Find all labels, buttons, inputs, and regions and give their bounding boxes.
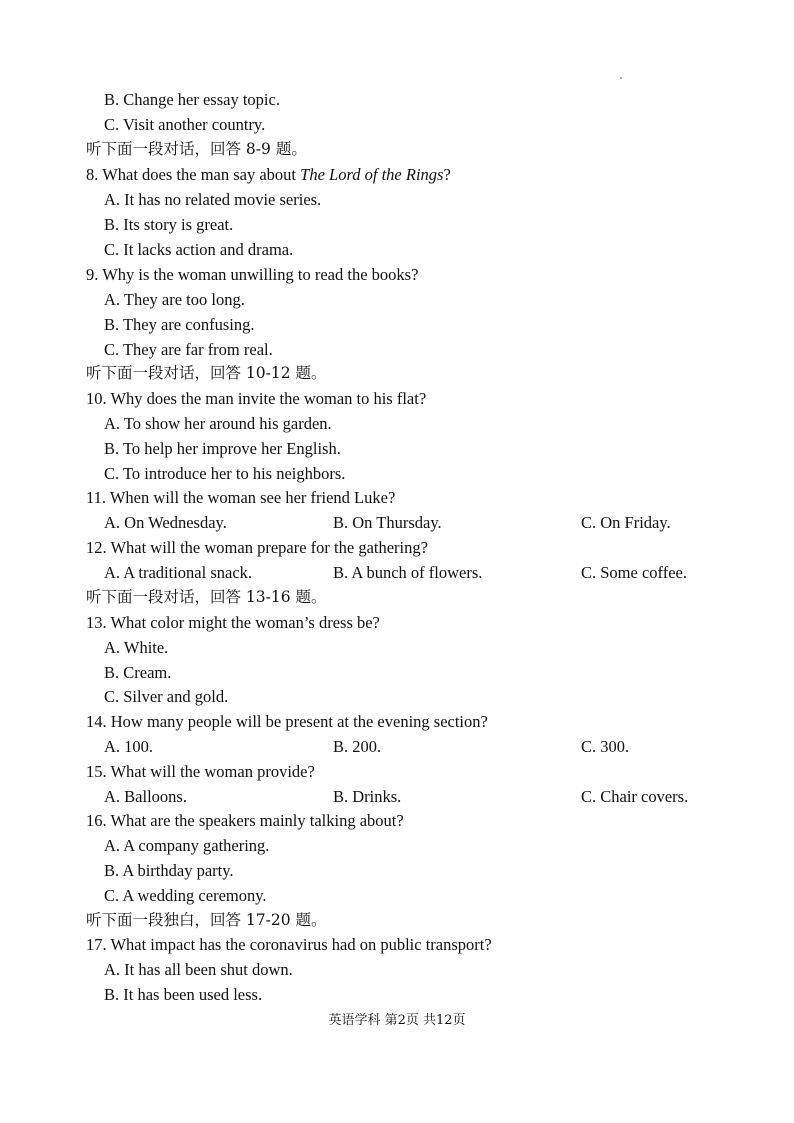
question-11: 11. When will the woman see her friend Luke? bbox=[86, 488, 396, 507]
option-b: B. A bunch of flowers. bbox=[333, 563, 483, 582]
option-line: B. They are confusing. bbox=[104, 315, 255, 334]
question-16: 16. What are the speakers mainly talking about? bbox=[86, 811, 404, 830]
option-line: B. Cream. bbox=[104, 663, 172, 682]
option-line: B. Its story is great. bbox=[104, 215, 234, 234]
option-line: C. To introduce her to his neighbors. bbox=[104, 464, 346, 483]
option-c: C. Chair covers. bbox=[581, 787, 689, 806]
section-instruction: 听下面一段对话，回答 13-16 题。 bbox=[86, 588, 327, 606]
section-instruction: 听下面一段独白，回答 17-20 题。 bbox=[86, 911, 327, 929]
option-b: B. 200. bbox=[333, 737, 382, 756]
option-a: A. Balloons. bbox=[104, 787, 187, 806]
section-instruction: 听下面一段对话，回答 8-9 题。 bbox=[86, 140, 307, 158]
question-14: 14. How many people will be present at the evening section? bbox=[86, 712, 488, 731]
question-8: 8. What does the man say about The Lord of the Rings? bbox=[86, 165, 451, 184]
option-line: C. A wedding ceremony. bbox=[104, 886, 267, 905]
option-a: A. A traditional snack. bbox=[104, 563, 253, 582]
option-line: A. It has all been shut down. bbox=[104, 960, 293, 979]
option-line: B. A birthday party. bbox=[104, 861, 234, 880]
option-line: A. White. bbox=[104, 638, 169, 657]
option-line: C. Visit another country. bbox=[104, 115, 266, 134]
option-b: B. Drinks. bbox=[333, 787, 402, 806]
option-a: A. On Wednesday. bbox=[104, 513, 227, 532]
question-10: 10. Why does the man invite the woman to his flat? bbox=[86, 389, 427, 408]
option-b: B. On Thursday. bbox=[333, 513, 442, 532]
question-15: 15. What will the woman provide? bbox=[86, 762, 315, 781]
page-footer: 英语学科 第2页 共12页 bbox=[328, 1013, 466, 1028]
option-c: C. Some coffee. bbox=[581, 563, 688, 582]
option-c: C. 300. bbox=[581, 737, 630, 756]
option-line: B. It has been used less. bbox=[104, 985, 263, 1004]
option-line: C. It lacks action and drama. bbox=[104, 240, 294, 259]
option-line: B. Change her essay topic. bbox=[104, 90, 280, 109]
book-title: The Lord of the Rings bbox=[300, 165, 444, 184]
option-line: A. They are too long. bbox=[104, 290, 245, 309]
option-line: A. A company gathering. bbox=[104, 836, 270, 855]
option-line: B. To help her improve her English. bbox=[104, 439, 341, 458]
option-line: A. To show her around his garden. bbox=[104, 414, 332, 433]
option-a: A. 100. bbox=[104, 737, 154, 756]
question-9: 9. Why is the woman unwilling to read the books? bbox=[86, 265, 419, 284]
option-line: C. They are far from real. bbox=[104, 340, 273, 359]
section-instruction: 听下面一段对话，回答 10-12 题。 bbox=[86, 364, 327, 382]
question-13: 13. What color might the woman’s dress be? bbox=[86, 613, 380, 632]
question-12: 12. What will the woman prepare for the gathering? bbox=[86, 538, 428, 557]
option-line: C. Silver and gold. bbox=[104, 687, 229, 706]
option-c: C. On Friday. bbox=[581, 513, 671, 532]
option-line: A. It has no related movie series. bbox=[104, 190, 322, 209]
question-17: 17. What impact has the coronavirus had on public transport? bbox=[86, 935, 492, 954]
scan-speck bbox=[620, 77, 622, 79]
